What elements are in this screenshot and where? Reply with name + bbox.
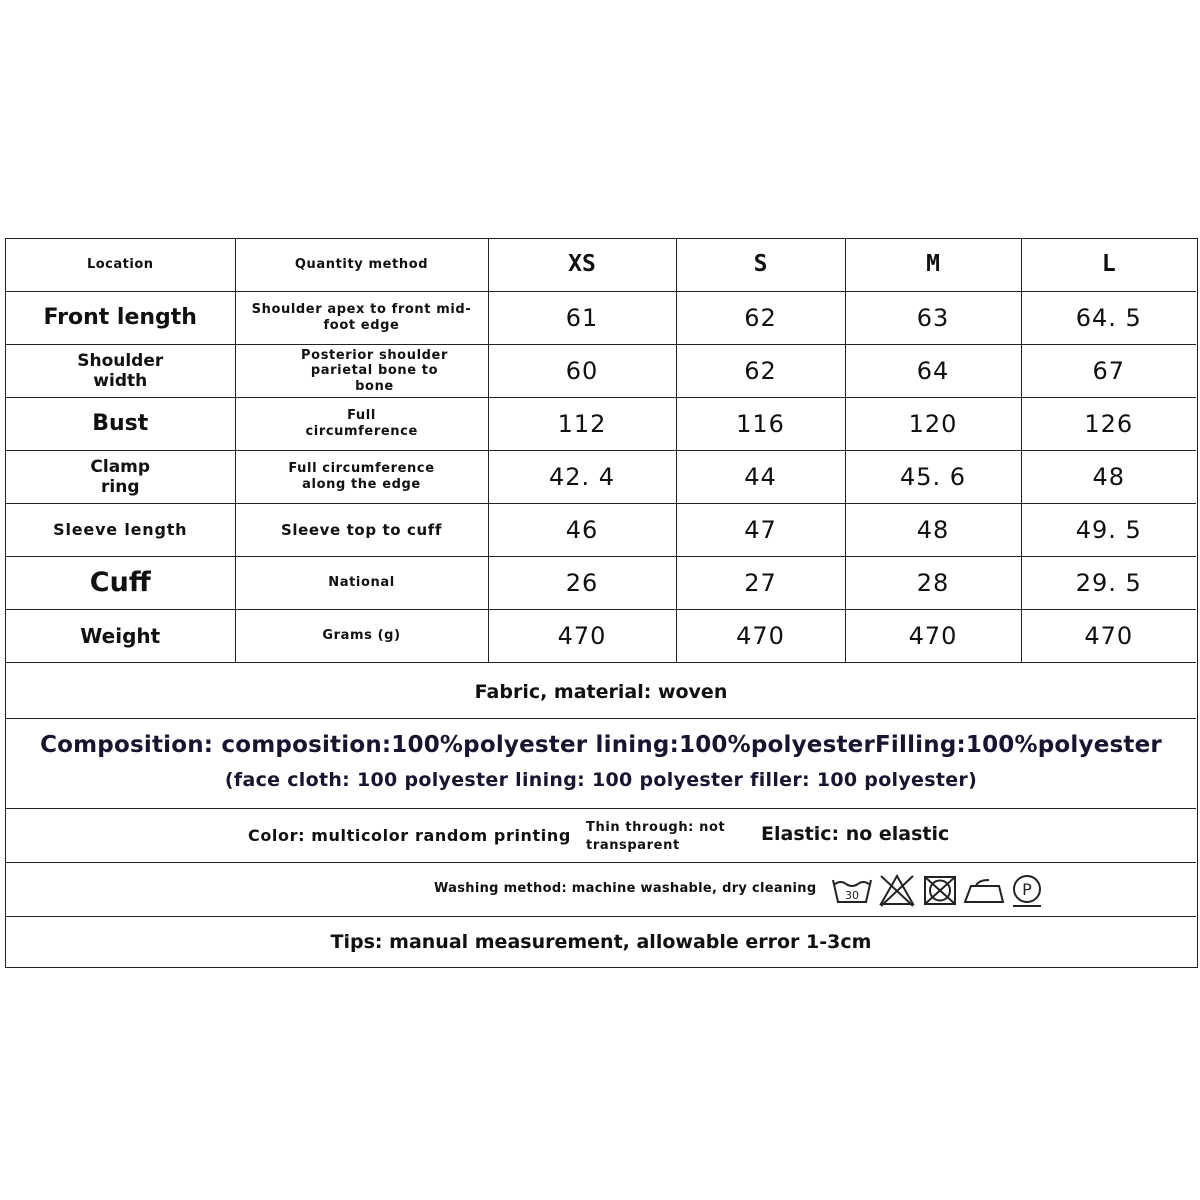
row-value: 48 <box>1021 451 1196 504</box>
table-row <box>6 557 1196 610</box>
method-header: Quantity method <box>235 239 488 292</box>
table-row <box>6 345 1196 398</box>
size-header-xs: XS <box>488 239 676 292</box>
size-header-s: S <box>676 239 845 292</box>
row-value: 44 <box>676 451 845 504</box>
row-method: National <box>235 557 488 610</box>
table-row <box>6 610 1196 663</box>
wash-temp-label: 30 <box>845 889 859 902</box>
iron-icon <box>965 880 1003 902</box>
row-method: Sleeve top to cuff <box>235 504 488 557</box>
row-value: 47 <box>676 504 845 557</box>
row-value: 126 <box>1021 398 1196 451</box>
row-value: 48 <box>845 504 1021 557</box>
row-value: 49. 5 <box>1021 504 1196 557</box>
location-header: Location <box>6 239 235 292</box>
row-value: 26 <box>488 557 676 610</box>
row-location: Bust <box>6 398 235 451</box>
row-value: 120 <box>845 398 1021 451</box>
row-value: 60 <box>488 345 676 398</box>
row-value: 116 <box>676 398 845 451</box>
color-text: Color: multicolor random printing <box>248 826 571 845</box>
row-method: Shoulder apex to front mid-foot edge <box>235 292 488 345</box>
elastic-text: Elastic: no elastic <box>761 823 950 845</box>
row-location: Sleeve length <box>6 504 235 557</box>
composition-line-1: Composition: composition:100%polyester lining:100%polyesterFilling:100%polyester <box>40 732 1162 758</box>
row-method: Full circumference along the edge <box>235 451 488 504</box>
tips-row: Tips: manual measurement, allowable error 1-3cm <box>330 931 872 953</box>
row-value: 61 <box>488 292 676 345</box>
table-row <box>6 292 1196 345</box>
fabric-row: Fabric, material: woven <box>6 665 1196 719</box>
table-row <box>6 451 1196 504</box>
size-table <box>6 239 1196 663</box>
row-value: 62 <box>676 345 845 398</box>
row-value: 62 <box>676 292 845 345</box>
dry-clean-p-icon <box>1013 876 1041 906</box>
size-header-m: M <box>845 239 1021 292</box>
svg-text:P: P <box>1022 880 1032 899</box>
washing-text: Washing method: machine washable, dry cleaning <box>434 881 817 896</box>
row-method: Full circumference <box>235 398 488 451</box>
no-tumble-dry-icon <box>925 877 955 904</box>
care-icons <box>831 872 1046 910</box>
size-header-l: L <box>1021 239 1196 292</box>
row-value: 112 <box>488 398 676 451</box>
row-method: Posterior shoulder parietal bone to bone <box>235 345 488 398</box>
washing-row <box>6 863 1196 917</box>
row-value: 470 <box>488 610 676 663</box>
row-location: Weight <box>6 610 235 663</box>
row-value: 42. 4 <box>488 451 676 504</box>
table-header-row <box>6 239 1196 292</box>
row-value: 27 <box>676 557 845 610</box>
row-value: 67 <box>1021 345 1196 398</box>
row-value: 63 <box>845 292 1021 345</box>
wash-30-icon <box>833 880 871 902</box>
color-row <box>6 809 1196 863</box>
row-location: Shoulder width <box>6 345 235 398</box>
row-value: 64 <box>845 345 1021 398</box>
row-value: 64. 5 <box>1021 292 1196 345</box>
row-value: 46 <box>488 504 676 557</box>
no-bleach-icon <box>881 876 913 906</box>
row-location: Cuff <box>6 557 235 610</box>
table-row <box>6 398 1196 451</box>
row-value: 470 <box>845 610 1021 663</box>
composition-line-2: (face cloth: 100 polyester lining: 100 polyester filler: 100 polyester) <box>224 769 978 791</box>
row-value: 29. 5 <box>1021 557 1196 610</box>
composition-row <box>6 719 1196 809</box>
row-location: Clamp ring <box>6 451 235 504</box>
row-value: 470 <box>676 610 845 663</box>
row-value: 45. 6 <box>845 451 1021 504</box>
size-chart <box>5 238 1198 968</box>
row-value: 470 <box>1021 610 1196 663</box>
row-method: Grams (g) <box>235 610 488 663</box>
row-location: Front length <box>6 292 235 345</box>
thin-text: Thin through: not transparent <box>586 820 726 853</box>
row-value: 28 <box>845 557 1021 610</box>
table-row <box>6 504 1196 557</box>
